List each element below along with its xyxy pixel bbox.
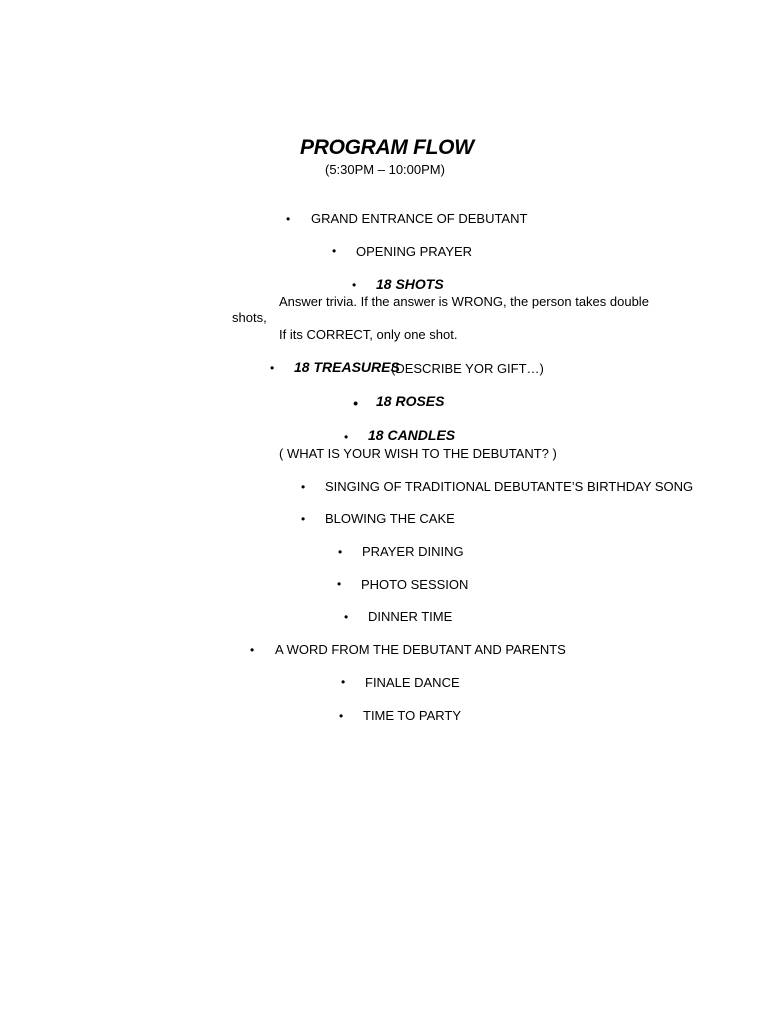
shots-description-line1: Answer trivia. If the answer is WRONG, the person takes double [279, 294, 649, 309]
item-finale-dance: FINALE DANCE [365, 675, 460, 690]
candles-note: ( WHAT IS YOUR WISH TO THE DEBUTANT? ) [279, 446, 557, 461]
time-range: (5:30PM – 10:00PM) [325, 162, 445, 177]
bullet-icon: • [301, 480, 306, 494]
item-prayer-dining: PRAYER DINING [362, 544, 464, 559]
item-18-candles: 18 CANDLES [368, 427, 456, 443]
item-photo-session: PHOTO SESSION [361, 577, 469, 592]
item-dinner-time: DINNER TIME [368, 609, 453, 624]
bullet-icon: • [301, 512, 306, 526]
bullet-icon: • [344, 610, 349, 624]
bullet-icon: • [353, 395, 358, 411]
page-title: PROGRAM FLOW [300, 136, 474, 159]
shots-description-line2: shots, [232, 310, 267, 325]
shots-description-line3: If its CORRECT, only one shot. [279, 327, 458, 342]
bullet-icon: • [341, 675, 346, 689]
bullet-icon: • [250, 643, 255, 657]
item-18-treasures: 18 TREASURES [294, 359, 400, 375]
bullet-icon: • [270, 361, 275, 375]
item-grand-entrance: GRAND ENTRANCE OF DEBUTANT [311, 211, 528, 226]
bullet-icon: • [339, 709, 344, 723]
bullet-icon: • [337, 577, 342, 591]
item-opening-prayer: OPENING PRAYER [356, 244, 473, 259]
item-blowing-cake: BLOWING THE CAKE [325, 511, 455, 526]
item-word-from: A WORD FROM THE DEBUTANT AND PARENTS [275, 642, 566, 657]
item-singing: SINGING OF TRADITIONAL DEBUTANTE’S BIRTHDAY SONG [325, 479, 694, 494]
bullet-icon: • [352, 278, 357, 292]
bullet-icon: • [286, 212, 291, 226]
item-time-to-party: TIME TO PARTY [363, 708, 462, 723]
bullet-icon: • [338, 545, 343, 559]
bullet-icon: • [344, 430, 349, 444]
item-18-roses: 18 ROSES [376, 393, 445, 409]
item-18-shots: 18 SHOTS [376, 276, 444, 292]
bullet-icon: • [332, 244, 337, 258]
treasures-note: (DESCRIBE YOR GIFT…) [391, 361, 544, 376]
